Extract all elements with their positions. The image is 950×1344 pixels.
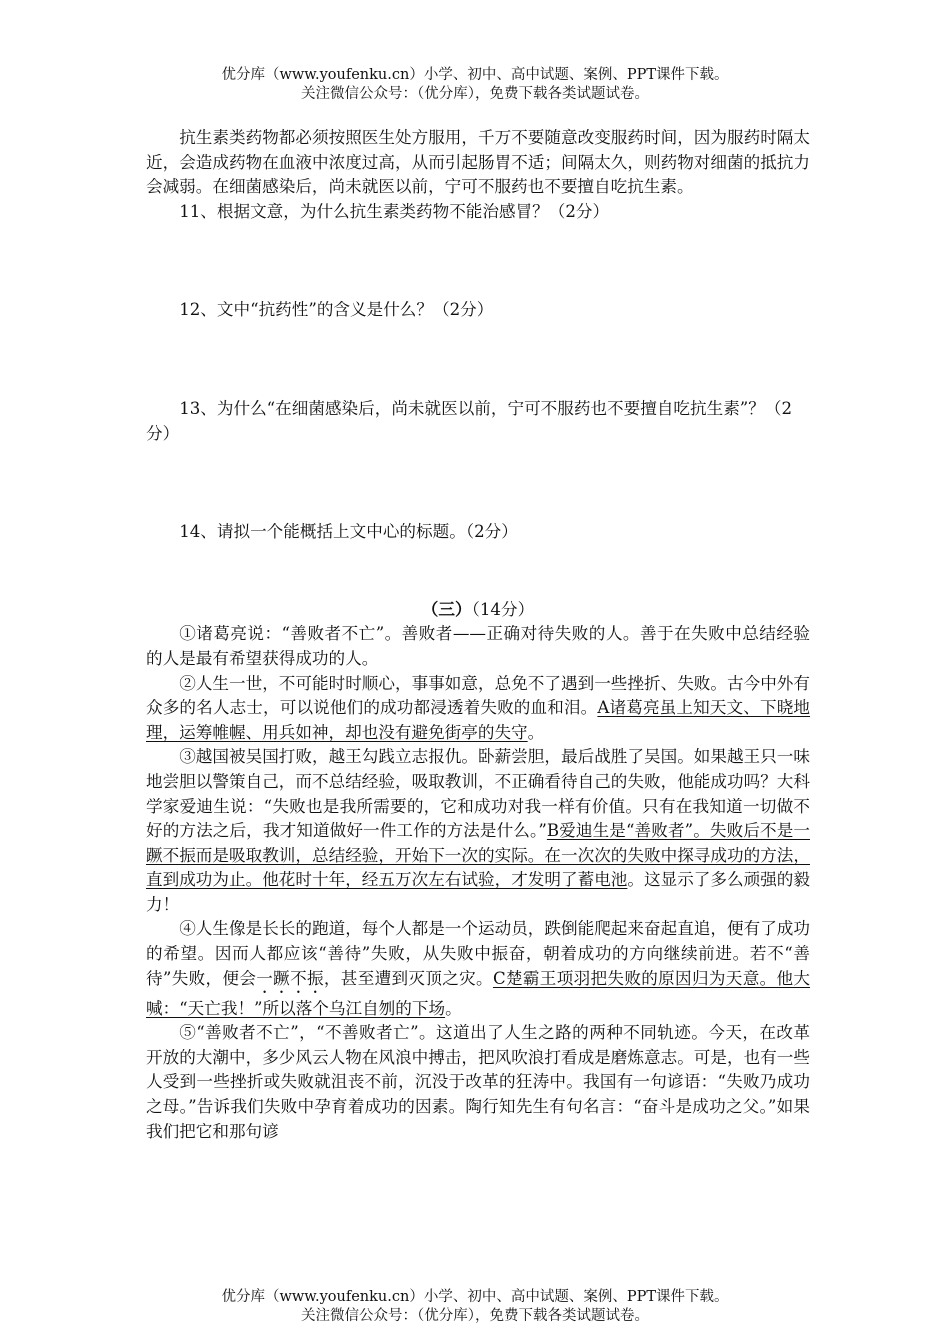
paragraph-4-text-2: ，甚至遭到灭顶之灾。 [323,968,493,988]
answer-space-14 [146,545,810,597]
dotted-phrase: 一蹶不振 [256,968,324,988]
section-three-paragraph-2 [146,672,810,746]
section-three-paragraph-1: ①诸葛亮说：“善败者不亡”。善败者——正确对待失败的人。善于在失败中总结经验的人是最有希望获得成功的人。 [146,624,810,668]
paragraph-3-end: 。这显示了多么顽强的毅力！ [146,870,811,914]
paragraph-3-text: ③越国被吴国打败，越王勾践立志报仇。卧薪尝胆，最后战胜了吴国。如果越王只一味地尝胆以警策自己，而不总结经验，吸取教训，不正确看待自己的失败，他能成功吗？大科学家爱迪生说：“失败也是我所需要的，它和成功对我一样有价值。只有在我知道一切做不好的方法之后，我才知道做好一件工作的方法是什么。” [146,747,810,841]
section-three-paragraph-3 [146,745,810,917]
answer-space-13 [146,446,810,520]
document-body [146,126,810,1144]
underlined-sentence-c: C楚霸王项羽把失败的原因归为天意。他大喊：“天亡我！”所以落个乌江自刎的下场 [146,968,811,1018]
answer-space-12 [146,323,810,397]
section-three-paragraph-5: ⑤“善败者不亡”，“不善败者亡”。这道出了人生之路的两种不同轨迹。今天，在改革开放的大潮中，多少风云人物在风浪中搏击，把风吹浪打看成是磨炼意志。可是，也有一些人受到一些挫折或失败就沮丧不前，沉没于改革的狂涛中。我国有一句谚语：“失败乃成功之母。”告诉我们失败中孕育着成功的因素。陶行知先生有句名言：“奋斗是成功之父。”如果我们把它和那句谚 [146,1023,810,1141]
underlined-sentence-a: A诸葛亮虽上知天文、下晓地理，运筹帷幄、用兵如神，却也没有避免街亭的失守 [146,698,811,742]
footer-line-2: 关注微信公众号：（优分库），免费下载各类试题试卷。 [301,1308,649,1324]
page-header [0,66,950,104]
header-line-2: 关注微信公众号：（优分库），免费下载各类试题试卷。 [301,86,649,102]
question-12: 12、文中“抗药性”的含义是什么？（2分） [179,300,494,320]
passage-intro-paragraph: 抗生素类药物都必须按照医生处方服用，千万不要随意改变服药时间，因为服药时隔太近，会造成药物在血液中浓度过高，从而引起肠胃不适；间隔太久，则药物对细菌的抵抗力会减弱。在细菌感染后，尚未就医以前，宁可不服药也不要擅自吃抗生素。 [146,128,810,197]
footer-line-1: 优分库（www.youfenku.cn）小学、初中、高中试题、案例、PPT课件下载。 [221,1289,729,1305]
section-three-label: （三） [421,598,472,619]
answer-space-11 [146,224,810,298]
underlined-sentence-b: B爱迪生是“善败者”。失败后不是一蹶不振而是吸取教训，总结经验，开始下一次的实际。在一次次的失败中探寻成功的方法，直到成功为止。他花时十年，经五万次左右试验，才发明了蓄电池 [146,821,810,890]
page-footer [0,1288,950,1326]
paragraph-2-end: 。 [527,722,545,742]
question-13: 13、为什么“在细菌感染后，尚未就医以前，宁可不服药也不要擅自吃抗生素”？（2分） [146,398,793,443]
paragraph-2-text: ②人生一世，不可能时时顺心，事事如意，总免不了遇到一些挫折、失败。古今中外有众多的名人志士，可以说他们的成功都浸透着失败的血和泪。 [146,673,810,718]
section-three-score: （14分） [471,599,535,619]
header-line-1: 优分库（www.youfenku.cn）小学、初中、高中试题、案例、PPT课件下载。 [221,67,729,83]
question-14: 14、请拟一个能概括上文中心的标题。（2分） [179,522,518,542]
question-11: 11、根据文意，为什么抗生素类药物不能治感冒？（2分） [179,201,610,221]
paragraph-4-end: 。 [445,998,462,1018]
paragraph-4-text: ④人生像是长长的跑道，每个人都是一个运动员，跌倒能爬起来奋起直追，便有了成功的希望。因而人都应该“善待”失败，从失败中振奋，朝着成功的方向继续前进。若不“善待”失败，便会 [146,919,810,988]
section-three-paragraph-4 [146,917,810,1021]
section-three-title [146,597,810,623]
